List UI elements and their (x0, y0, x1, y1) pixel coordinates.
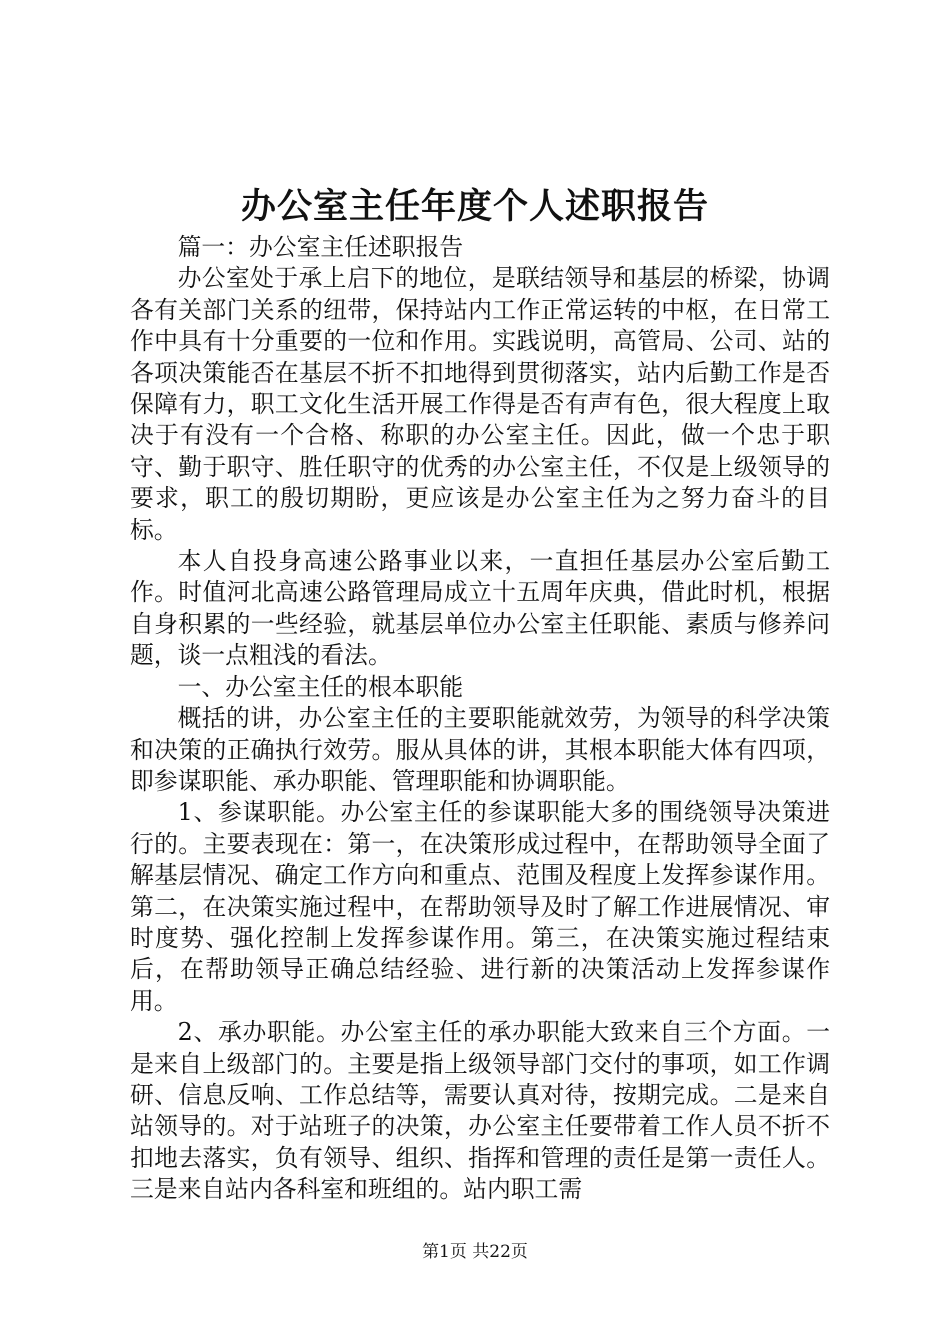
section-heading: 篇一：办公室主任述职报告 (177, 233, 464, 261)
paragraph: 本人自投身高速公路事业以来，一直担任基层办公室后勤工作。时值河北高速公路管理局成立十五周年庆典，借此时机，根据自身积累的一些经验，就基层单位办公室主任职能、素质与修养问题，谈一点粗浅的看法。 (130, 547, 830, 670)
paragraph: 办公室处于承上启下的地位，是联结领导和基层的桥梁，协调各有关部门关系的纽带，保持站内工作正常运转的中枢，在日常工作中具有十分重要的一位和作用。实践说明，高管局、公司、站的各项决策能否在基层不折不扣地得到贯彻落实，站内后勤工作是否保障有力，职工文化生活开展工作得是否有声有色，很大程度上取决于有没有一个合格、称职的办公室主任。因此，做一个忠于职守、勤于职守、胜任职守的优秀的办公室主任，不仅是上级领导的要求，职工的殷切期盼，更应该是办公室主任为之努力奋斗的目标。 (130, 264, 830, 544)
paragraph: 2、承办职能。办公室主任的承办职能大致来自三个方面。一是来自上级部门的。主要是指上级领导部门交付的事项，如工作调研、信息反响、工作总结等，需要认真对待，按期完成。二是来自站领导的。对于站班子的决策，办公室主任要带着工作人员不折不扣地去落实，负有领导、组织、指挥和管理的责任是第一责任人。三是来自站内各科室和班组的。站内职工需 (130, 1018, 830, 1204)
paragraph: 1、参谋职能。办公室主任的参谋职能大多的围绕领导决策进行的。主要表现在：第一，在决策形成过程中，在帮助领导全面了解基层情况、确定工作方向和重点、范围及程度上发挥参谋作用。第二，在决策实施过程中，在帮助领导及时了解工作进展情况、审时度势、强化控制上发挥参谋作用。第三，在决策实施过程结束后，在帮助领导正确总结经验、进行新的决策活动上发挥参谋作用。 (130, 798, 830, 1015)
document-body (130, 232, 830, 1206)
document-title: 办公室主任年度个人述职报告 (240, 186, 709, 227)
page-number-footer: 第1页 共22页 (422, 1242, 528, 1262)
paragraph: 概括的讲，办公室主任的主要职能就效劳，为领导的科学决策和决策的正确执行效劳。服从具体的讲，其根本职能大体有四项，即参谋职能、承办职能、管理职能和协调职能。 (130, 704, 830, 795)
section-heading: 一、办公室主任的根本职能 (177, 672, 464, 701)
